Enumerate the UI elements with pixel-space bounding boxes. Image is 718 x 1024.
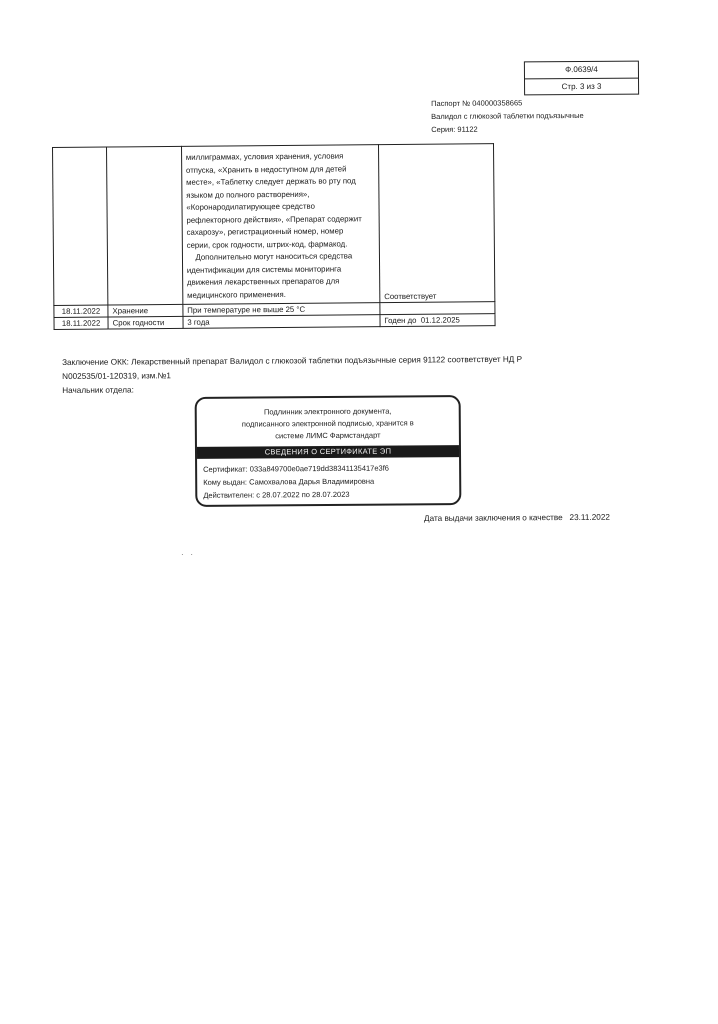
stamp-line: Подлинник электронного документа, [263,406,392,417]
quality-table [52,143,496,330]
page-number: Стр. 3 из 3 [525,78,638,96]
issue-date: Дата выдачи заключения о качестве 23.11.2022 [424,512,610,523]
continuation-line: Дополнительно могут наноситься средства [186,251,353,262]
continuation-line: движения лекарственных препаратов для [186,276,340,287]
result-text: Соответствует [384,291,437,302]
stamp-header [197,405,459,443]
row-indicator: Хранение [108,304,183,317]
table-cell-empty [53,147,108,305]
conclusion-line: Заключение ОКК: Лекарственный препарат Валидол с глюкозой таблетки подъязычные серия 91122 соответствует НД Р [62,354,523,367]
continuation-line: серии, срок годности, штрих-код, фармакод. [186,238,348,250]
product-name: Валидол с глюкозой таблетки подъязычные [431,110,584,121]
form-number-box [524,61,639,96]
row-result: Годен до 01.12.2025 [380,314,495,327]
passport-number: Паспорт № 040000358665 [431,98,523,108]
table-row [54,314,495,330]
form-number: Ф.0639/4 [565,64,598,75]
continuation-line: языком до полного растворения», [186,189,310,200]
continuation-result [378,144,495,303]
continuation-line: рефлекторного действия», «Препарат содержит [186,213,362,225]
stamp-certificate-bar: СВЕДЕНИЯ О СЕРТИФИКАТЕ ЭП [197,445,459,459]
continuation-text [181,145,379,305]
continuation-line: месте», «Таблетку следует держать во рту под [186,176,356,187]
continuation-line: медицинского применения. [187,289,286,300]
continuation-line: «Коронародилатирующее средство [186,201,315,212]
electronic-signature-stamp [195,395,462,507]
table-cell-empty [107,146,183,305]
row-requirement: При температуре не выше 25 °С [183,303,380,317]
continuation-line: идентификации для системы мониторинга [186,263,342,275]
passport-block [431,96,584,136]
conclusion-line: N002535/01-120319, изм.№1 [62,371,171,381]
row-date: 18.11.2022 [54,317,108,329]
row-date: 18.11.2022 [54,305,108,317]
stamp-line: подписанного электронной подписью, хранится в [241,418,414,429]
conclusion-block [62,352,582,398]
stamp-certificate: Сертификат: 033a849700e0ae719dd38341135417e3f6 [203,463,389,474]
stamp-line: системе ЛИМС Фармстандарт [275,430,381,441]
continuation-line: отпуска, «Хранить в недоступном для детей [185,163,347,175]
series-number: Серия: 91122 [431,124,478,134]
continuation-line: миллиграммах, условия хранения, условия [185,151,344,162]
row-indicator: Срок годности [108,316,183,329]
row-requirement: 3 года [183,315,380,329]
stamp-valid: Действителен: с 28.07.2022 по 28.07.2023 [203,489,350,500]
scan-marks: · · [181,550,193,559]
row-result [380,302,495,315]
continuation-line: сахарозу», регистрационный номер, номер [186,226,344,237]
head-of-department-label: Начальник отдела: [62,385,134,395]
table-row-continuation [53,144,495,306]
stamp-issued-to: Кому выдан: Самохвалова Дарья Владимировна [203,476,375,487]
